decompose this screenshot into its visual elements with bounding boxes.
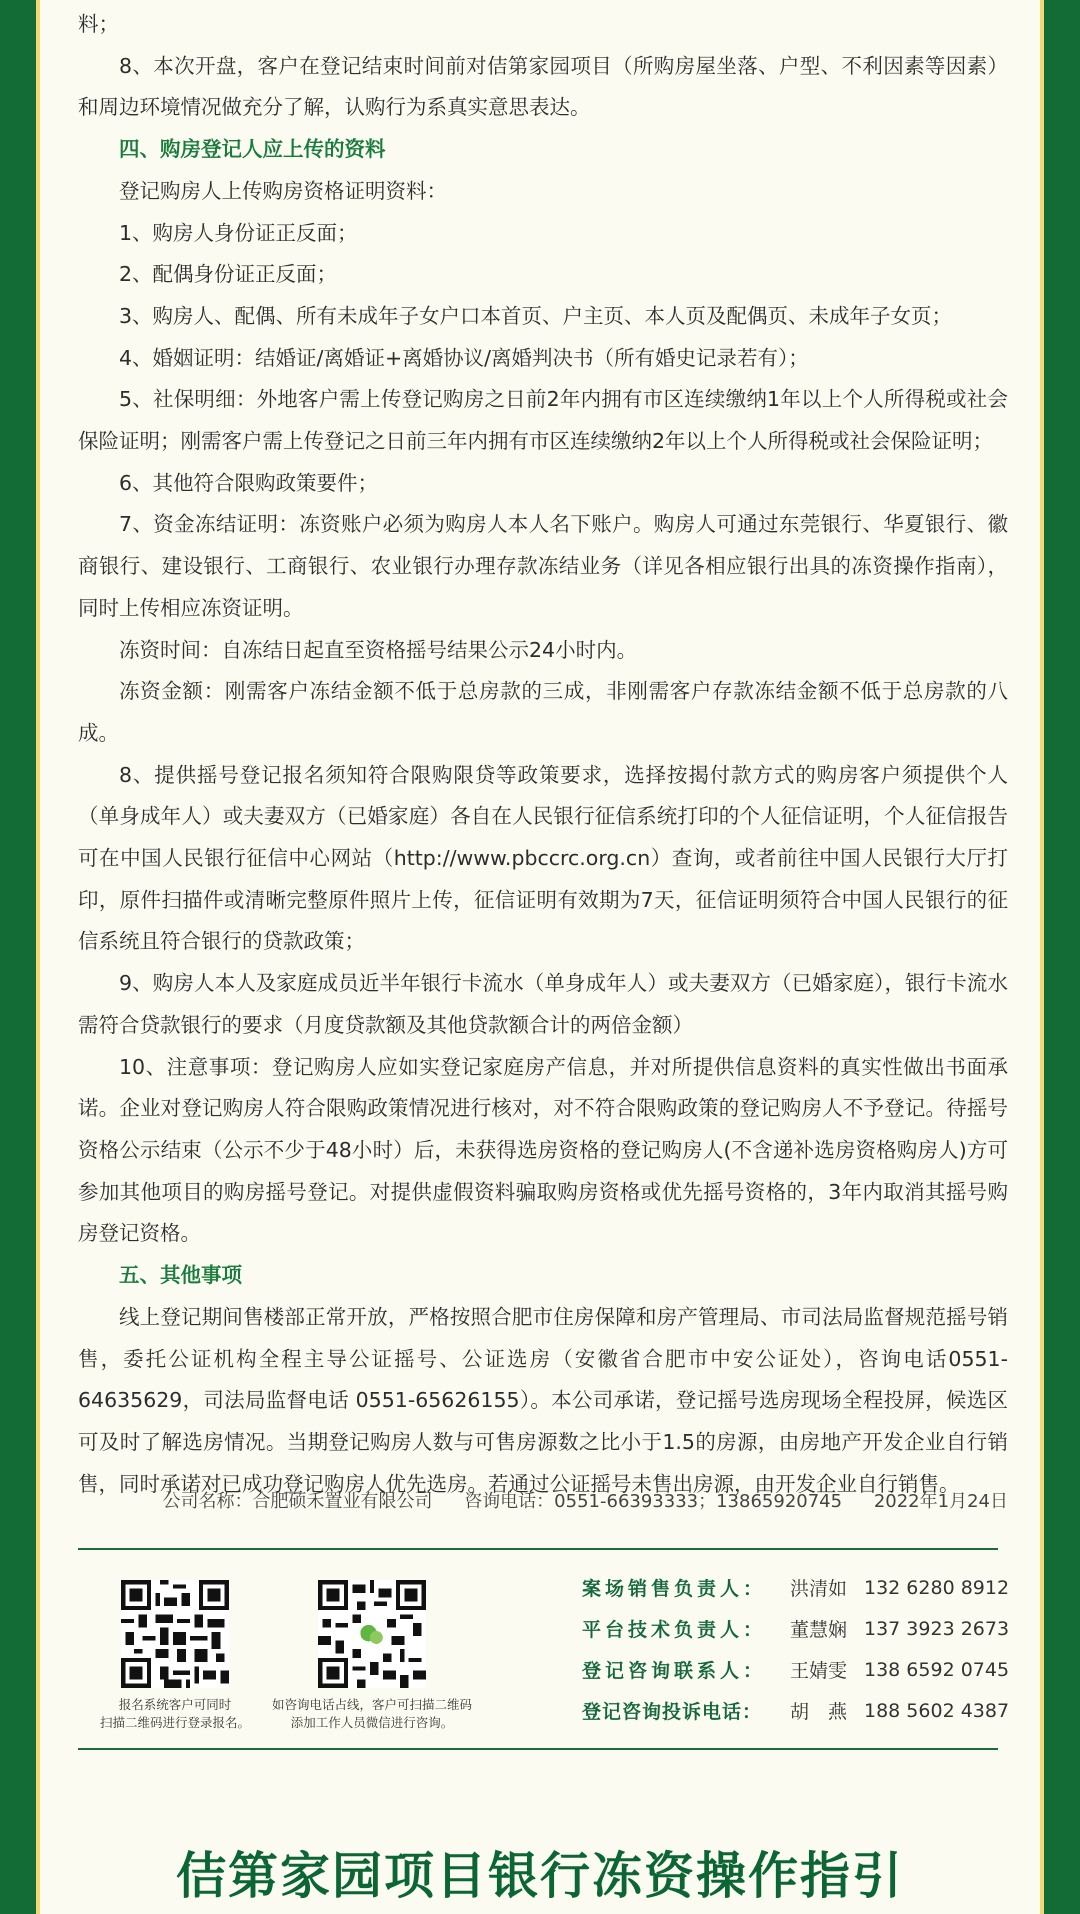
contact-row (582, 1690, 1012, 1731)
paragraph: 冻资时间：自冻结日起直至资格摇号结果公示24小时内。 (119, 637, 638, 662)
qr-caption-line: 报名系统客户可同时 (118, 1697, 232, 1712)
paragraph: 8、本次开盘，客户在登记结束时间前对佶第家园项目（所购房屋坐落、户型、不利因素等因素）和周边环境情况做充分了解，认购行为系真实意思表达。 (78, 53, 1008, 120)
list-item: 6、其他符合限购政策要件； (119, 470, 379, 495)
contact-phone[interactable]: 138 6592 0745 (864, 1658, 1010, 1681)
list-item: 3、购房人、配偶、所有未成年子女户口本首页、户主页、本人页及配偶页、未成年子女页； (119, 303, 953, 328)
section-heading: 五、其他事项 (119, 1263, 242, 1288)
qr-caption-registration (60, 1696, 290, 1732)
contact-role: 登记咨询联系人： (582, 1660, 767, 1682)
qr-code-wechat[interactable] (318, 1580, 426, 1688)
contact-name: 洪清如 (790, 1578, 848, 1600)
company-name: 公司名称：合肥硕禾置业有限公司 (162, 1491, 433, 1512)
list-item: 4、婚姻证明：结婚证/离婚证+离婚协议/离婚判决书（所有婚史记录若有）； (119, 345, 809, 370)
page-title: 佶第家园项目银行冻资操作指引 (176, 1847, 904, 1905)
contact-row (582, 1567, 1012, 1608)
qr-caption-line: 添加工作人员微信进行咨询。 (290, 1715, 454, 1730)
list-item: 7、资金冻结证明：冻资账户必须为购房人本人名下账户。购房人可通过东莞银行、华夏银行、徽商银行、建设银行、工商银行、农业银行办理存款冻结业务（详见各相应银行出具的冻资操作指南），同时上传相应冻资证明。 (78, 512, 1008, 620)
contact-name: 王婧雯 (790, 1660, 848, 1682)
contact-row (582, 1649, 1012, 1690)
list-item: 10、注意事项：登记购房人应如实登记家庭房产信息，并对所提供信息资料的真实性做出书面承诺。企业对登记购房人符合限购政策情况进行核对，对不符合限购政策的登记购房人不予登记。待摇号资格公示结束（公示不少于48小时）后，未获得选房资格的登记购房人(不含递补选房资格购房人)方可参加其他项目的购房摇号登记。对提供虚假资料骗取购房资格或优先摇号资格的，3年内取消其摇号购房登记资格。 (78, 1054, 1008, 1246)
document-body (78, 4, 1008, 1505)
qr-code-registration[interactable] (121, 1580, 229, 1688)
qr-caption-wechat (257, 1696, 487, 1732)
section-heading: 四、购房登记人应上传的资料 (119, 137, 386, 162)
company-phone: 咨询电话：0551-66393333；13865920745 (464, 1491, 843, 1512)
paragraph: 登记购房人上传购房资格证明资料： (119, 178, 447, 203)
contact-role: 案场销售负责人： (582, 1578, 767, 1600)
contact-phone[interactable]: 188 5602 4387 (864, 1699, 1010, 1722)
contact-phone[interactable]: 132 6280 8912 (864, 1576, 1010, 1599)
contact-phone[interactable]: 137 3923 2673 (864, 1617, 1010, 1640)
contact-name: 董慧娴 (790, 1619, 848, 1641)
divider-bottom (78, 1748, 998, 1750)
paragraph: 冻资金额：刚需客户冻结金额不低于总房款的三成，非刚需客户存款冻结金额不低于总房款的八成。 (78, 679, 1008, 745)
paragraph: 线上登记期间售楼部正常开放，严格按照合肥市住房保障和房产管理局、市司法局监督规范摇号销售，委托公证机构全程主导公证摇号、公证选房（安徽省合肥市中安公证处），咨询电话0551-64635629，司法局监督电话 0551-65626155）。本公司承诺，登记摇号选房现场全程投屏，候选区可及时了解选房情况。当期登记购房人数与可售房源数之比小于1.5的房源，由房地产开发企业自行销售，同时承诺对已成功登记购房人优先选房。若通过公证摇号未售出房源，由开发企业自行销售。 (78, 1304, 1008, 1496)
list-item: 2、配偶身份证正反面； (119, 262, 338, 287)
list-item: 1、购房人身份证正反面； (119, 220, 358, 245)
contact-row (582, 1608, 1012, 1649)
qr-caption-line: 扫描二维码进行登录报名。 (99, 1715, 250, 1730)
list-item: 8、提供摇号登记报名须知符合限购限贷等政策要求，选择按揭付款方式的购房客户须提供个人（单身成年人）或夫妻双方（已婚家庭）各自在人民银行征信系统打印的个人征信证明，个人征信报告可在中国人民银行征信中心网站（http://www.pbccrc.org.cn）查询，或者前往中国人民银行大厅打印，原件扫描件或清晰完整原件照片上传，征信证明有效期为7天，征信证明须符合中国人民银行的征信系统且符合银行的贷款政策； (78, 762, 1008, 954)
company-info (100, 1487, 1008, 1513)
contact-role: 平台技术负责人： (582, 1619, 767, 1641)
list-item: 5、社保明细：外地客户需上传登记购房之日前2年内拥有市区连续缴纳1年以上个人所得税或社会保险证明；刚需客户需上传登记之日前三年内拥有市区连续缴纳2年以上个人所得税或社会保险证明； (78, 387, 1008, 454)
contact-list (582, 1567, 1012, 1731)
list-item: 9、购房人本人及家庭成员近半年银行卡流水（单身成年人）或夫妻双方（已婚家庭），银行卡流水需符合贷款银行的要求（月度贷款额及其他贷款额合计的两倍金额） (78, 971, 1008, 1037)
paragraph: 料； (78, 12, 119, 36)
contact-name: 胡 燕 (790, 1701, 848, 1723)
qr-caption-line: 如咨询电话占线，客户可扫描二维码 (271, 1697, 472, 1712)
divider-top (78, 1548, 998, 1550)
document-date: 2022年1月24日 (873, 1491, 1008, 1512)
contact-role: 登记咨询投诉电话： (582, 1701, 763, 1723)
